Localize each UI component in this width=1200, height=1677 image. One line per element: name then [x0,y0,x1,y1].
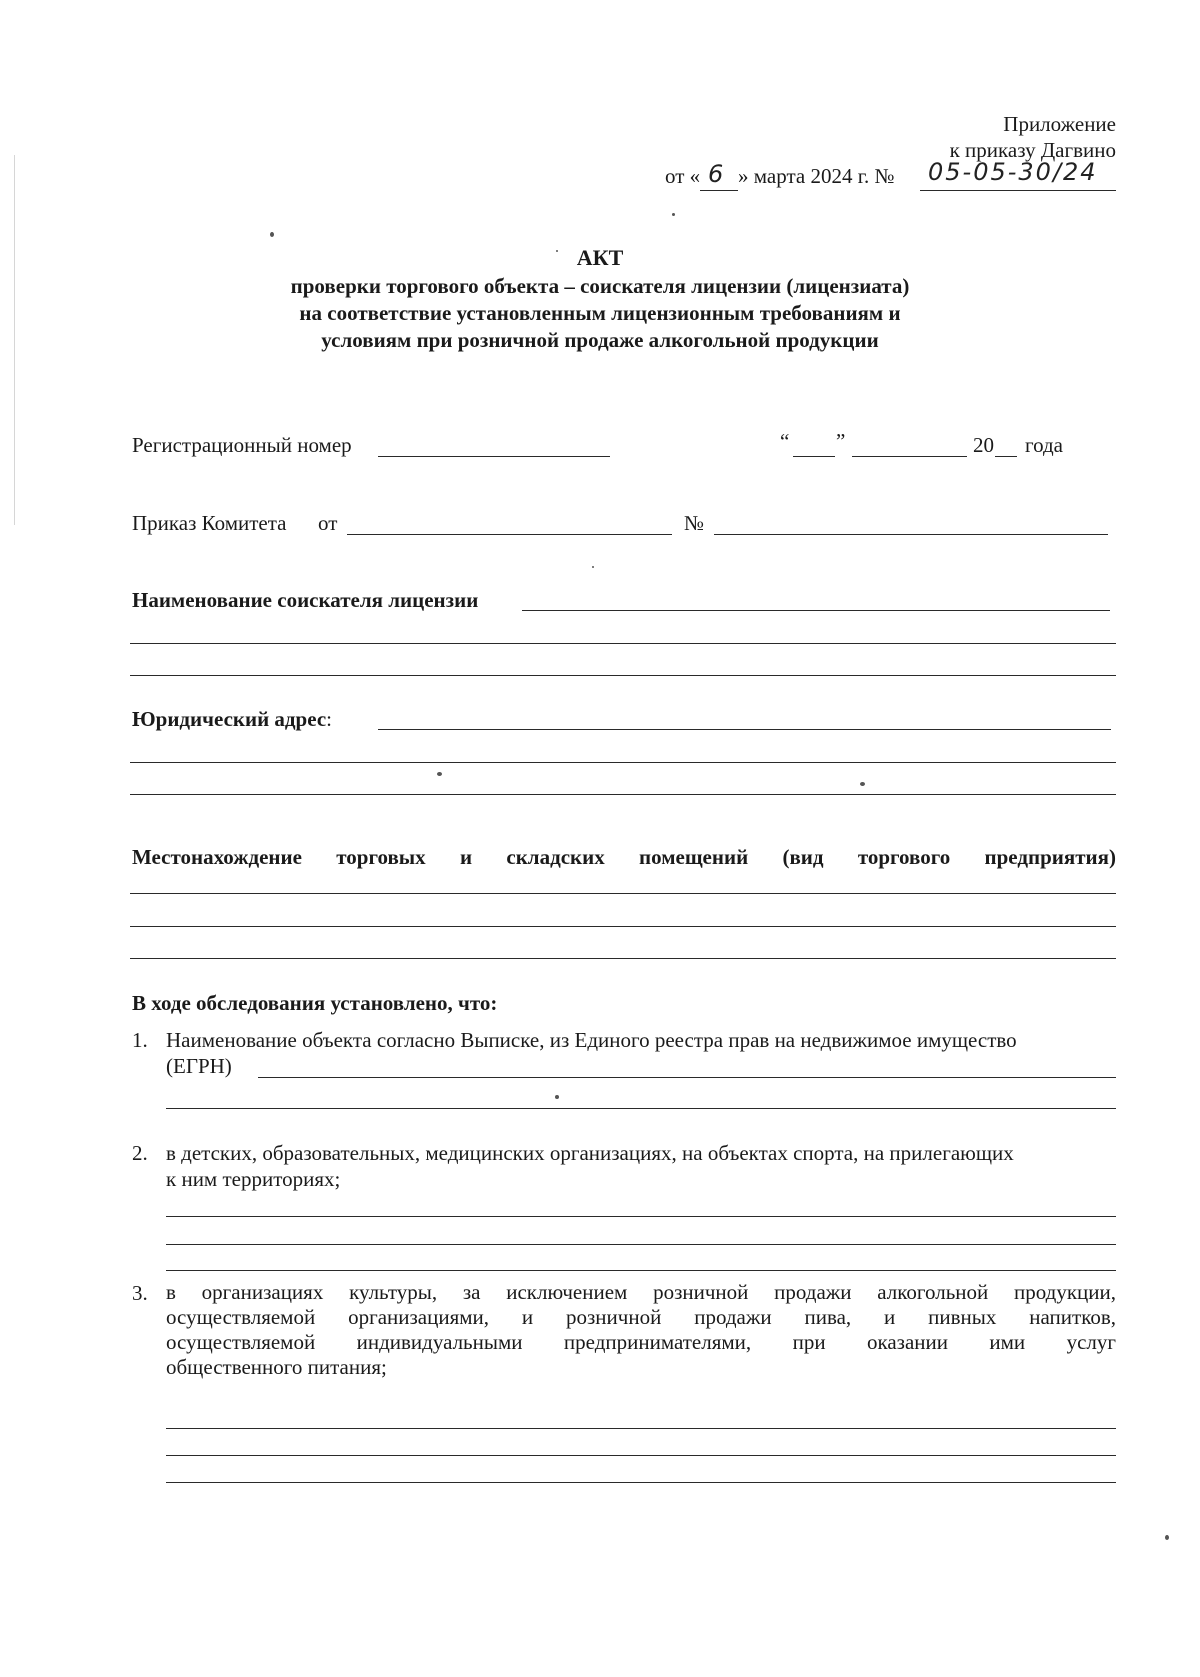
date-close-quote: ” [836,429,846,453]
finding-3-text [166,1280,1116,1380]
finding-3-line2: осуществляемой организациями, и розничной продажи пива, и пивных напитков, [166,1305,1116,1329]
location-field-line3[interactable] [130,958,1116,959]
finding-1-line2: (ЕГРН) [166,1054,232,1078]
legal-address-field-line2[interactable] [130,762,1116,763]
act-title: АКТ [576,245,624,270]
findings-heading: В ходе обследования установлено, что: [132,991,498,1015]
date-year-suffix: года [1025,433,1063,457]
finding-3-line3: осуществляемой индивидуальными предпринимателями, при оказании ими услуг [166,1330,1116,1354]
order-number-field[interactable] [714,534,1108,535]
legal-address-label: Юридический адрес [132,707,327,731]
scan-speck [1165,1535,1169,1540]
finding-2-line1: в детских, образовательных, медицинских организациях, на объектах спорта, на прилегающих [166,1141,1014,1165]
order-number-underline [920,190,1116,191]
legal-address-colon: : [326,707,332,731]
date-day-field[interactable] [793,456,835,457]
to-order-label: к приказу Дагвино [949,138,1116,162]
finding-2-field-line3[interactable] [166,1270,1116,1271]
order-date-field[interactable] [347,534,672,535]
finding-3-field-line1[interactable] [166,1428,1116,1429]
scan-speck [860,782,865,786]
date-year-prefix: 20 [973,433,994,457]
order-label: Приказ Комитета [132,511,287,535]
legal-address-field-line1[interactable] [378,729,1111,730]
order-day-handwritten: 6 [708,160,726,188]
reg-number-field[interactable] [378,456,610,457]
finding-3-field-line3[interactable] [166,1482,1116,1483]
order-from-label: от [318,511,338,535]
act-subtitle-line3: условиям при розничной продаже алкогольной продукции [321,328,879,352]
location-field-line1[interactable] [130,893,1116,894]
date-open-quote: “ [780,429,790,453]
finding-3-number: 3. [132,1281,148,1305]
order-from-suffix: » марта 2024 г. № [738,164,895,188]
finding-2-field-line1[interactable] [166,1216,1116,1217]
scan-edge-line [14,155,15,525]
appendix-label: Приложение [1003,112,1116,136]
scan-speck [592,566,594,568]
scan-speck [556,250,558,252]
finding-2-number: 2. [132,1141,148,1165]
finding-1-field-line2[interactable] [166,1108,1116,1109]
order-no-label: № [684,511,705,535]
legal-address-field-line3[interactable] [130,794,1116,795]
finding-2-field-line2[interactable] [166,1244,1116,1245]
order-day-underline [700,190,738,191]
applicant-field-line3[interactable] [130,675,1116,676]
location-label: Местонахождение торговых и складских помещений (вид торгового предприятия) [132,845,1116,869]
act-subtitle-line2: на соответствие установленным лицензионным требованиям и [299,301,901,325]
scan-speck [555,1095,559,1099]
location-field-line2[interactable] [130,926,1116,927]
finding-1-field-line1[interactable] [258,1077,1116,1078]
finding-2-line2: к ним территориях; [166,1167,341,1191]
finding-3-field-line2[interactable] [166,1455,1116,1456]
applicant-field-line1[interactable] [522,610,1110,611]
finding-1-line1: Наименование объекта согласно Выписке, из Единого реестра прав на недвижимое имущество [166,1028,1017,1052]
reg-number-label: Регистрационный номер [132,433,352,457]
scan-speck [270,232,274,237]
applicant-label: Наименование соискателя лицензии [132,588,479,612]
finding-3-line1: в организациях культуры, за исключением розничной продажи алкогольной продукции, [166,1280,1116,1304]
date-year-field[interactable] [995,456,1017,457]
finding-1-number: 1. [132,1028,148,1052]
order-number-handwritten: 05-05-30/24 [928,158,1098,186]
act-subtitle-line1: проверки торгового объекта – соискателя лицензии (лицензиата) [290,274,910,298]
applicant-field-line2[interactable] [130,643,1116,644]
date-month-field[interactable] [852,456,967,457]
order-from-prefix: от « [665,164,701,188]
scan-speck [437,772,442,776]
legal-address-row [132,706,332,732]
scan-speck [672,213,675,216]
finding-3-line4: общественного питания; [166,1355,387,1379]
